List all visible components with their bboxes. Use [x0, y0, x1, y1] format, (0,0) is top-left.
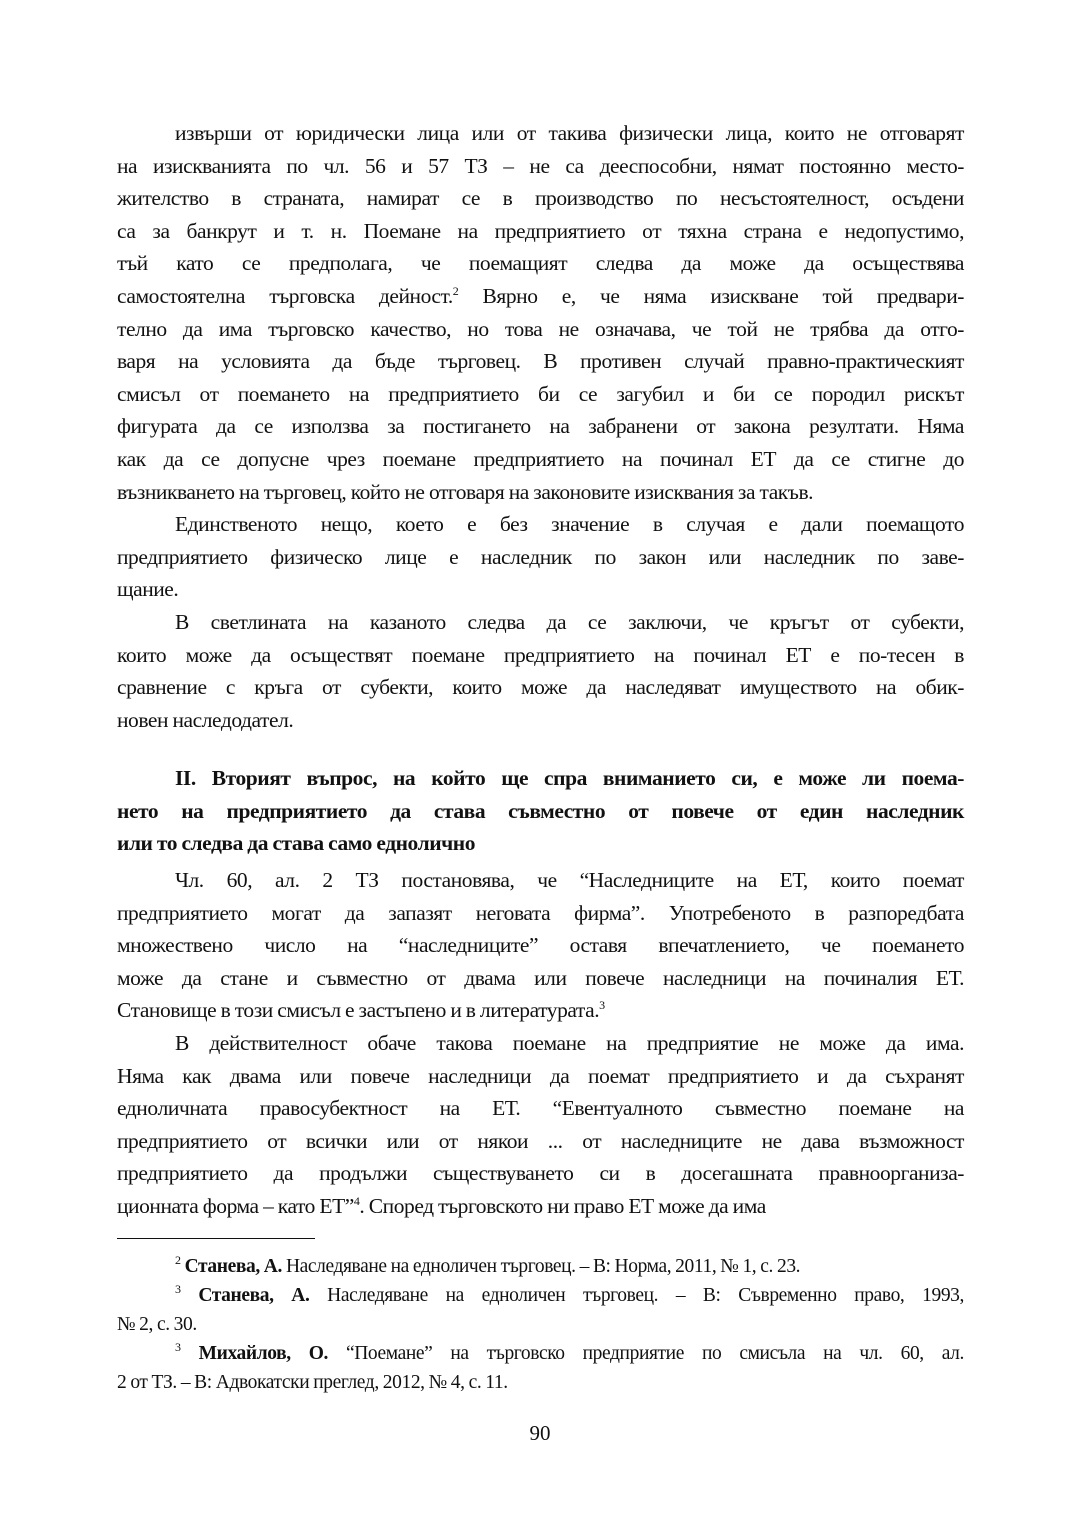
- text-line: В светлината на казаното следва да се заключи, че кръгът от субекти,: [175, 609, 964, 634]
- text-segment: Становище в този смисъл е застъпено и в литературата.: [117, 998, 600, 1023]
- text-line: възникването на търговец, който не отговаря на законовите изисквания за такъв.: [117, 479, 814, 504]
- text-line: еднoличната правосубектност на ЕТ. “Евентуалното съвместно поемане на: [117, 1096, 964, 1121]
- page-number: 90: [529, 1421, 551, 1445]
- text-line: фигурата да се използва за постигането на забранени от закона резултати. Няма: [117, 414, 964, 439]
- footnote: [117, 1339, 964, 1368]
- footnotes: [117, 1252, 964, 1397]
- text-line: са за банкрут и т. н. Поемане на предприятието от тяхна страна е недопустимо,: [117, 218, 964, 243]
- text-line: тъй като се предполага, че поемащият следва да може да осъществява: [117, 251, 964, 276]
- text-line: телно да има търговско качество, но това не означава, че той не трябва да отго-: [117, 316, 964, 341]
- text-line: предприятието от всички или от някои ... от наследниците не дава възможност: [117, 1128, 964, 1153]
- section-heading: [117, 762, 964, 860]
- footnote-text: “Поемане” на търговско предприятие по смисъла на чл. 60, ал.: [327, 1343, 964, 1364]
- text-segment: Вярно е, че няма изискване той предвари-: [458, 283, 964, 308]
- text-line: варя на условията да бъде търговец. В противен случай правно-практическият: [117, 349, 964, 374]
- paragraph-3: [117, 606, 964, 736]
- footnote-ref: 3: [599, 998, 605, 1013]
- text-line: може да стане и съвместно от двама или повече наследници на починалия ЕТ.: [117, 965, 964, 990]
- footnote-author: Станева, А.: [180, 1256, 282, 1277]
- footnote-number: 2: [175, 1253, 181, 1267]
- text-line: щание.: [117, 577, 179, 602]
- paragraph-1: [117, 117, 964, 508]
- text-line: предприятието физическо лице е наследник по закон или наследник по заве-: [117, 544, 964, 569]
- footnote-ref: 2: [452, 283, 459, 298]
- text-line: Единственото нещо, което е без значение в случая е дали поемащото: [175, 512, 964, 537]
- text-line: новен наследодател.: [117, 707, 294, 732]
- footnote-ref: 4: [353, 1194, 360, 1208]
- footnote-continuation: № 2, с. 30.: [117, 1314, 197, 1335]
- footnote-text: Наследяване на едноличен търговец. – В: Норма, 2011, № 1, с. 23.: [281, 1256, 801, 1277]
- paragraph-2: [117, 508, 964, 606]
- text-line: множествено число на “наследниците” оставя впечатлението, че поемането: [117, 933, 964, 958]
- text-line: предприятието да продължи съществуването си в досегашната правноорганиза-: [117, 1161, 964, 1186]
- text-line: предприятието могат да запазят неговата фирма”. Употребеното в разпоредбата: [117, 900, 964, 925]
- body-text: [117, 117, 964, 1223]
- text-line: сравнение с кръга от субекти, които може да наследяват имуществото на обик-: [117, 675, 964, 700]
- text-line: или то следва да става само еднолично: [117, 831, 476, 856]
- footnote: [117, 1281, 964, 1310]
- text-line: които може да осъществят поемане предприятието на починал ЕТ е по-тесен в: [117, 642, 964, 667]
- text-line: [117, 1190, 964, 1223]
- text-line: как да се допусне чрез поемане предприятието на починал ЕТ да се стигне до: [117, 446, 964, 471]
- text-line: смисъл от поемането на предприятието би се загубил и би се породил рискът: [117, 381, 964, 406]
- text-line: жителство в страната, намират се в производство по несъстоятелност, осъдени: [117, 186, 964, 211]
- paragraph-4: [117, 864, 964, 1027]
- text-segment: ционната форма – като ЕТ”: [117, 1194, 354, 1218]
- footnote-text: Наследяване на едноличен търговец. – В: Съвременно право, 1993,: [309, 1285, 964, 1306]
- text-line: нето на предприятието да става съвместно от повече от един наследник: [117, 798, 964, 823]
- text-segment: самостоятелна търговска дейност.: [117, 283, 453, 308]
- footnote-number: 3: [175, 1282, 181, 1296]
- text-line: [117, 994, 964, 1027]
- text-line: [117, 280, 964, 313]
- footnote-author: Михайлов, О.: [180, 1343, 328, 1364]
- footnote-divider: [117, 1238, 315, 1239]
- text-segment: . Според търговското ни право ЕТ може да има: [359, 1194, 766, 1218]
- text-line: II. Вторият въпрос, на който ще спра вниманието си, е може ли поема-: [175, 766, 964, 791]
- footnote: [117, 1252, 964, 1281]
- footnote-author: Станева, А.: [180, 1285, 310, 1306]
- footnote-continuation: 2 от ТЗ. – В: Адвокатски преглед, 2012, № 4, с. 11.: [117, 1372, 508, 1393]
- text-line: на изискванията по чл. 56 и 57 ТЗ – не са дееспособни, нямат постоянно место-: [117, 153, 964, 178]
- text-line: В действителност обаче такова поемане на предприятие не може да има.: [175, 1031, 964, 1056]
- text-line: Няма как двама или повече наследници да поемат предприятието и да съхранят: [117, 1063, 964, 1088]
- paragraph-5: [117, 1027, 964, 1223]
- text-line: извърши от юридически лица или от такива физически лица, които не отговарят: [175, 121, 964, 145]
- footnote-number: 3: [175, 1340, 181, 1354]
- text-line: Чл. 60, ал. 2 ТЗ постановява, че “Наследниците на ЕТ, които поемат: [175, 868, 964, 893]
